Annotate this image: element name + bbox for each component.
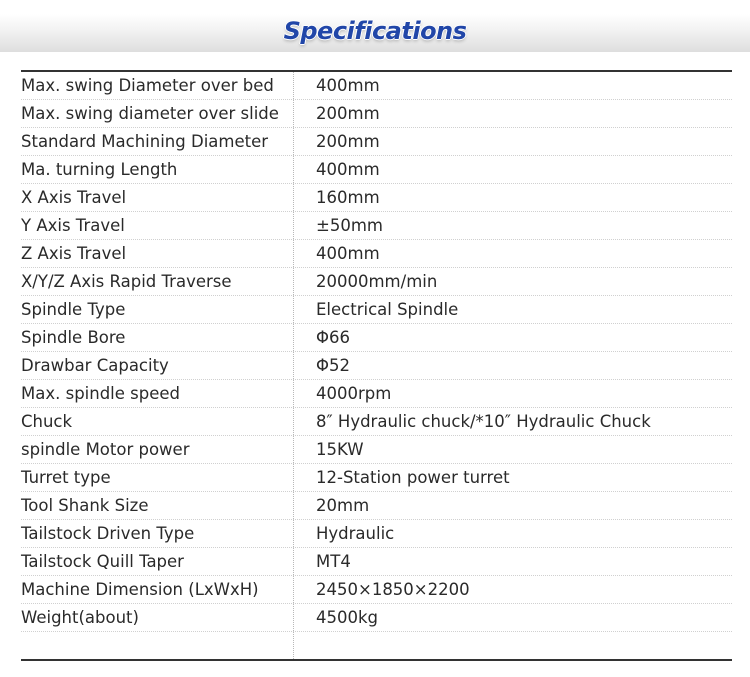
spec-value: 400mm [316,76,380,95]
spec-row [21,604,732,632]
spec-row [21,268,732,296]
spec-row [21,184,732,212]
spec-row [21,436,732,464]
spec-label: X Axis Travel [21,188,127,207]
bottom-divider [21,659,732,661]
spec-row [21,100,732,128]
spec-row [21,212,732,240]
spec-row [21,240,732,268]
spec-value: 2450×1850×2200 [316,580,470,599]
spec-value: 200mm [316,132,380,151]
spec-label: X/Y/Z Axis Rapid Traverse [21,272,232,291]
spec-label: Z Axis Travel [21,244,127,263]
spec-label: Ma. turning Length [21,160,178,179]
spec-row [21,380,732,408]
spec-value: 20mm [316,496,370,515]
spec-label: Chuck [21,412,73,431]
spec-row [21,408,732,436]
spec-row [21,464,732,492]
spec-row [21,128,732,156]
spec-row [21,520,732,548]
spec-value: Electrical Spindle [316,300,459,319]
spec-label: Tailstock Driven Type [21,524,195,543]
spec-row [21,324,732,352]
spec-label: Spindle Bore [21,328,126,347]
spec-row [21,72,732,100]
spec-value: Hydraulic [316,524,395,543]
spec-label: Tool Shank Size [21,496,149,515]
spec-row [21,548,732,576]
spec-table [21,72,732,632]
spec-value: 200mm [316,104,380,123]
spec-label: Tailstock Quill Taper [21,552,184,571]
spec-row [21,156,732,184]
spec-label: Max. spindle speed [21,384,181,403]
spec-row [21,576,732,604]
spec-value: ±50mm [316,216,383,235]
spec-value: Φ52 [316,356,350,375]
spec-value: 20000mm/min [316,272,438,291]
spec-value: 12-Station power turret [316,468,510,487]
spec-value: 4500kg [316,608,379,627]
spec-value: 4000rpm [316,384,392,403]
spec-label: Max. swing diameter over slide [21,104,279,123]
spec-value: 8″ Hydraulic chuck/*10″ Hydraulic Chuck [316,412,651,431]
spec-label: Standard Machining Diameter [21,132,269,151]
spec-label: Drawbar Capacity [21,356,169,375]
spec-value: 400mm [316,160,380,179]
spec-value: 15KW [316,440,364,459]
spec-value: 400mm [316,244,380,263]
spec-row [21,352,732,380]
spec-label: spindle Motor power [21,440,190,459]
spec-row [21,492,732,520]
spec-row [21,296,732,324]
spec-label: Y Axis Travel [21,216,125,235]
spec-value: MT4 [316,552,351,571]
spec-value: Φ66 [316,328,350,347]
spec-label: Max. swing Diameter over bed [21,76,274,95]
spec-value: 160mm [316,188,380,207]
spec-label: Spindle Type [21,300,126,319]
spec-label: Turret type [21,468,111,487]
spec-label: Machine Dimension (LxWxH) [21,580,259,599]
spec-label: Weight(about) [21,608,139,627]
page-title: Specifications [283,17,467,45]
